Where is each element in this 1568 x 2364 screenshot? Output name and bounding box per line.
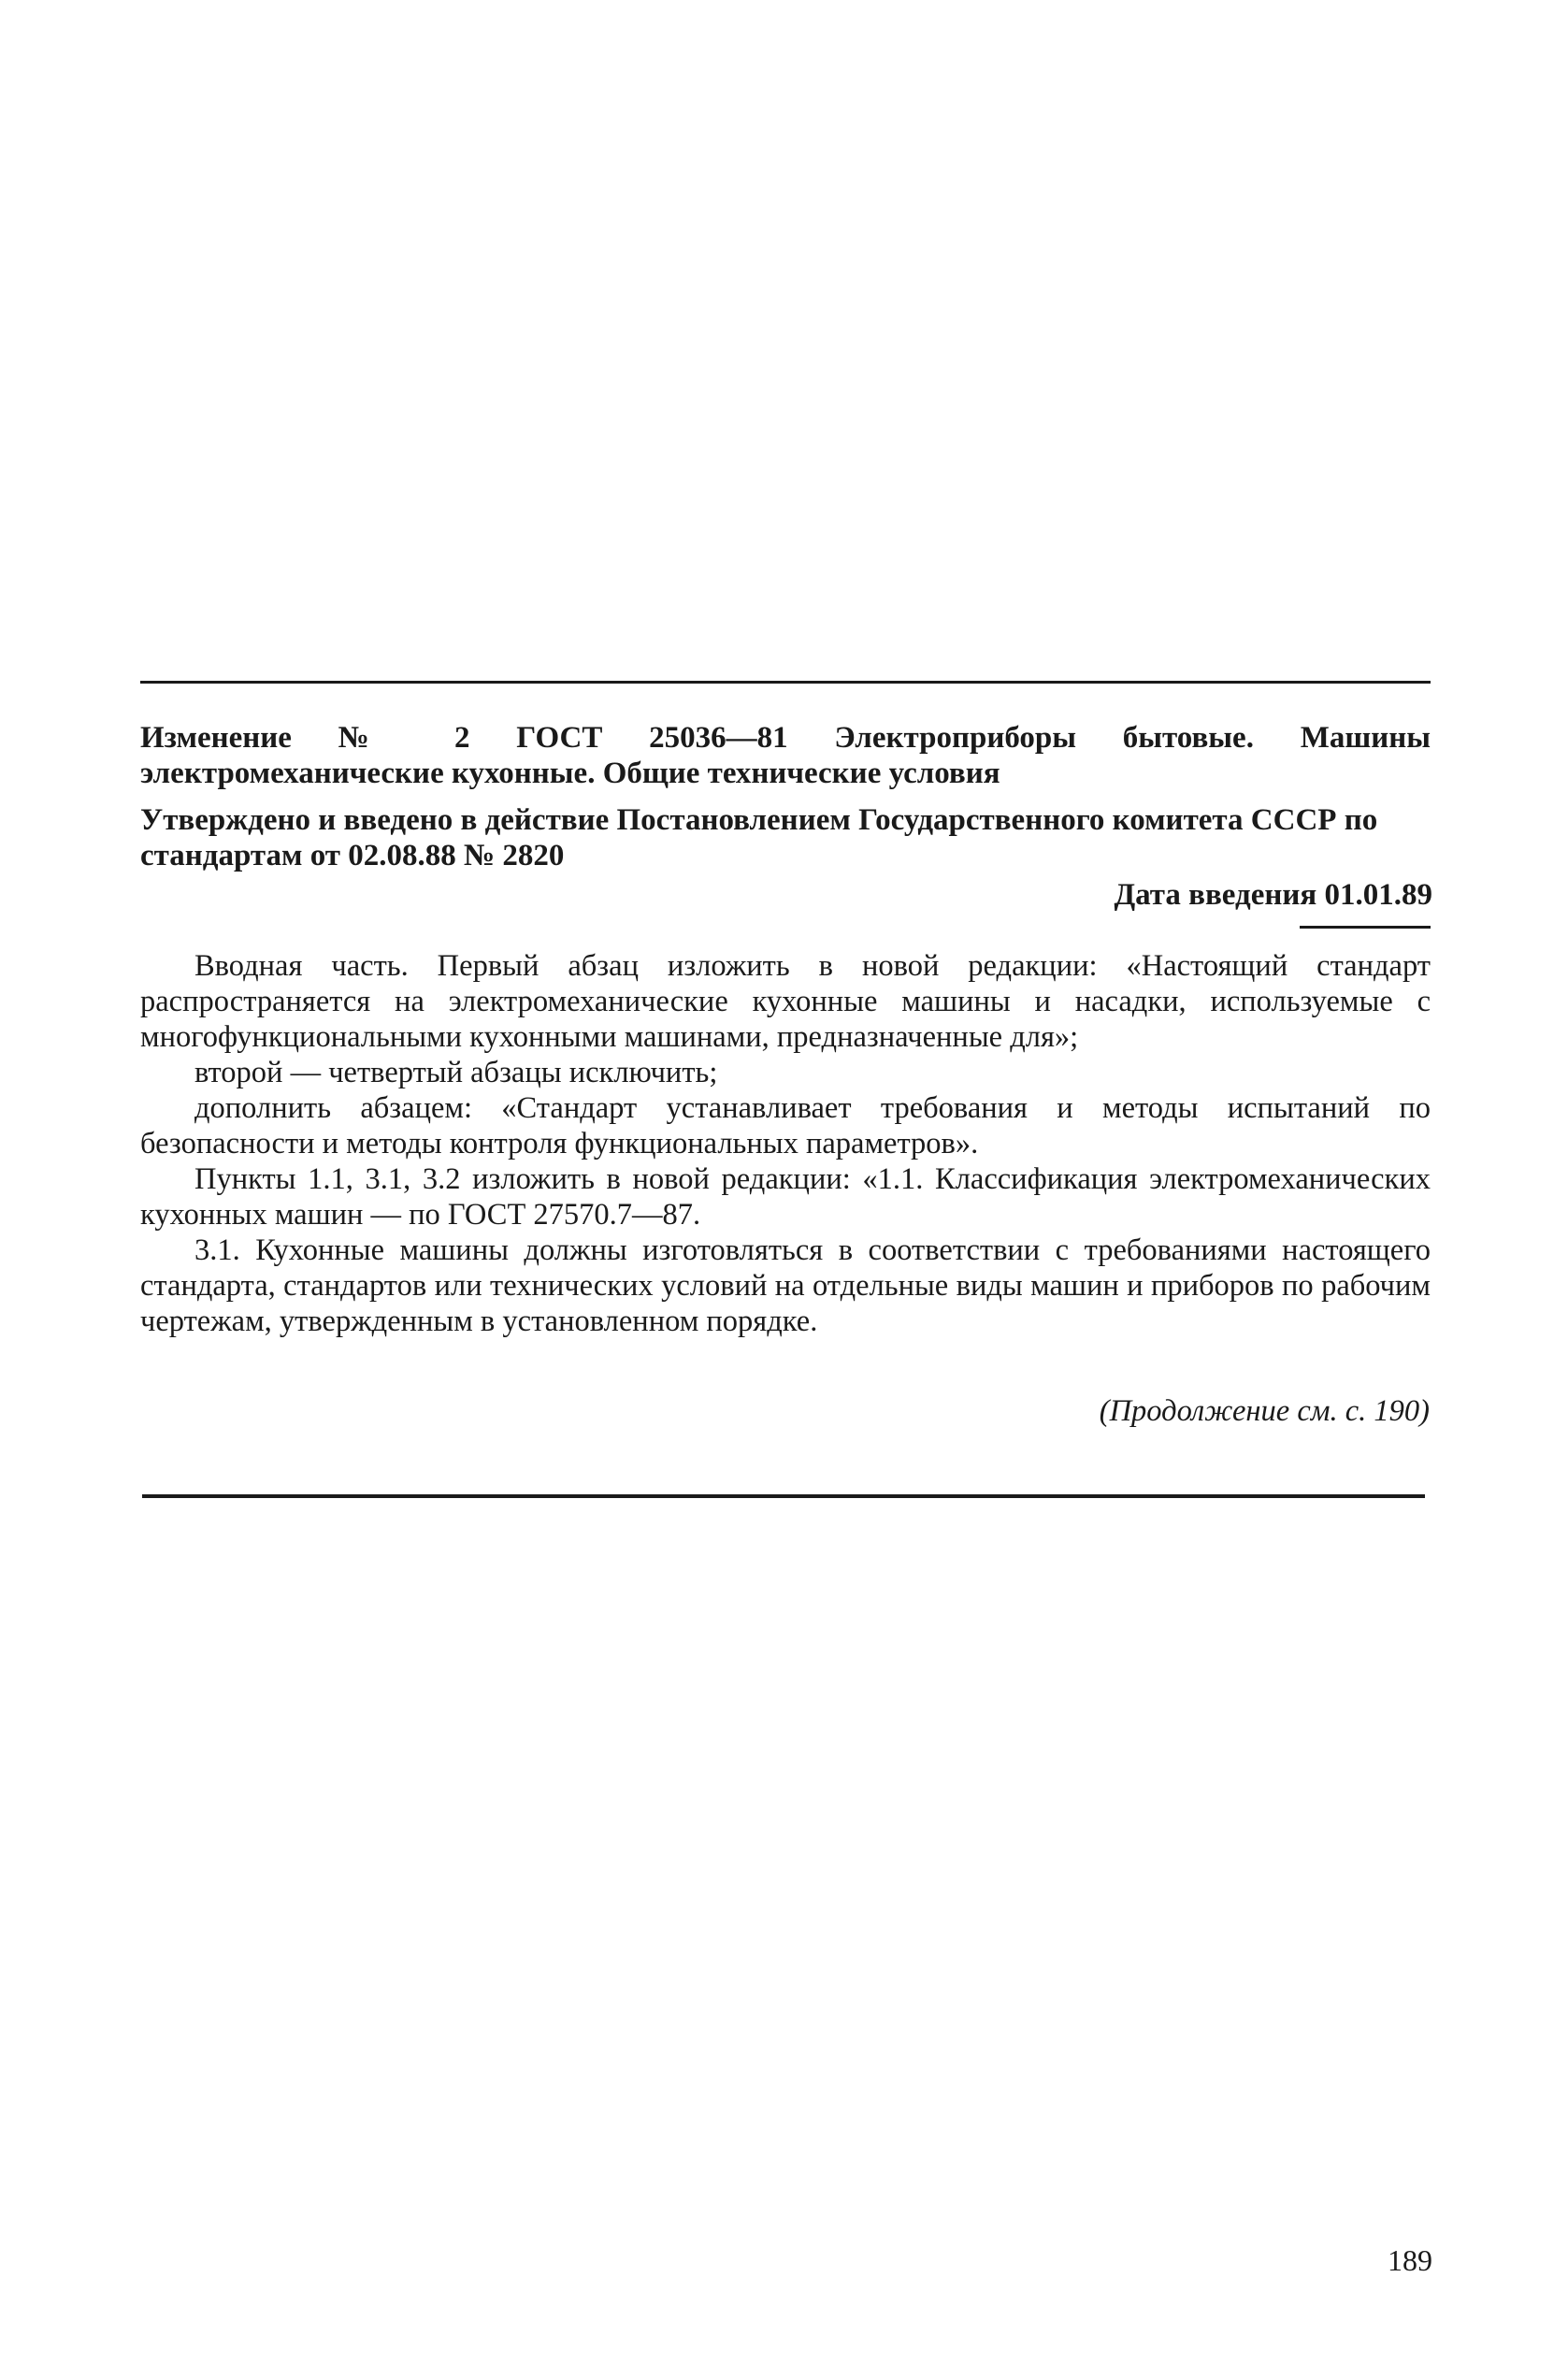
approval-statement: Утверждено и введено в действие Постановлением Государственного комитета СССР по стандартам от 02.08.88 № 2820: [140, 803, 1378, 872]
amendment-title: Изменение № 2 ГОСТ 25036—81 Электроприборы бытовые. Машины электромеханические кухонные. Общие технические условия: [140, 721, 1431, 790]
effective-date-label: Дата введения: [1114, 878, 1317, 912]
effective-date-value: 01.01.89: [1324, 878, 1432, 912]
top-rule: [140, 681, 1431, 684]
paragraph-3-1: 3.1. Кухонные машины должны изготовляться в соответствии с требованиями настоящего стандарта, стандартов или технических условий на отдельные виды машин и приборов по рабочим чертежам, утвержденным в установленном порядке.: [140, 1233, 1431, 1338]
continuation-note: (Продолжение см. с. 190): [1099, 1394, 1430, 1428]
paragraph-points: Пункты 1.1, 3.1, 3.2 изложить в новой редакции: «1.1. Классификация электромеханических кухонных машин — по ГОСТ 27570.7—87.: [140, 1162, 1431, 1232]
bottom-rule: [142, 1494, 1425, 1498]
amendment-body: [140, 948, 1431, 1339]
paragraph-add: дополнить абзацем: «Стандарт устанавливает требования и методы испытаний по безопасности и методы контроля функциональных параметров».: [140, 1091, 1431, 1160]
paragraph-intro: Вводная часть. Первый абзац изложить в новой редакции: «Настоящий стандарт распространяется на электромеханические кухонные машины и насадки, используемые с многофункциональными кухонными машинами, предназначенные для»;: [140, 949, 1431, 1054]
date-underline: [1300, 926, 1431, 929]
paragraph-remove: второй — четвертый абзацы исключить;: [194, 1056, 718, 1089]
effective-date: [1114, 877, 1432, 913]
page-number: 189: [1388, 2243, 1432, 2277]
